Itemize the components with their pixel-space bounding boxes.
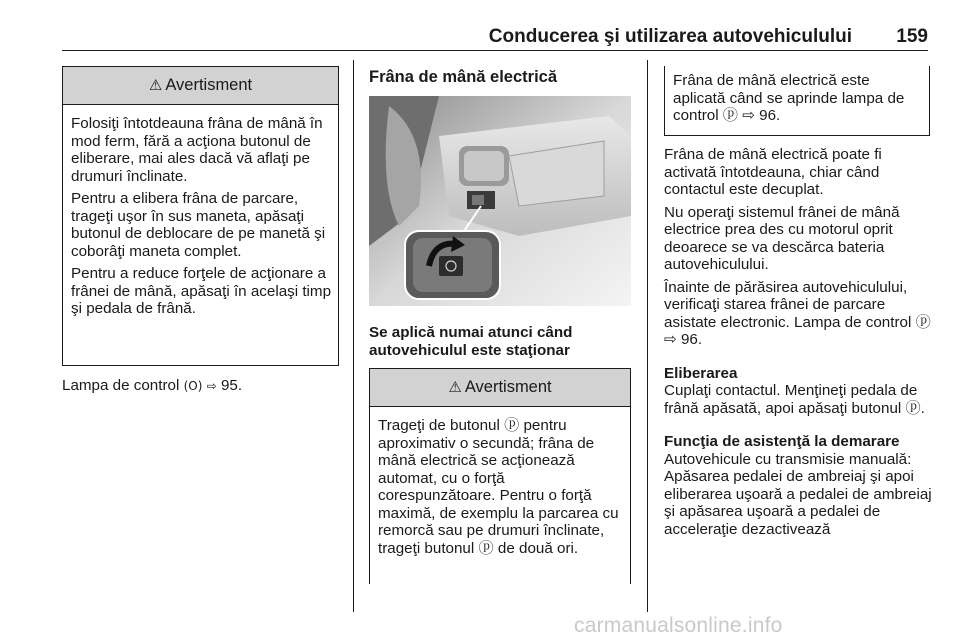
warning-header [63, 67, 338, 105]
electric-parking-brake-figure [369, 96, 631, 306]
warning-header [370, 368, 630, 407]
subheading: Se aplică numai atunci când autovehiculul este staţionar [369, 324, 573, 359]
warning-paragraph-2: Pentru a elibera frâna de parcare, trageţi uşor în sus maneta, apăsaţi butonul de deblocare de pe manetă şi coborâţi maneta complet. [71, 190, 326, 260]
info-box-text: Frâna de mână electrică este aplicată când se aprinde lampa de control ⓟ ⇨ 96. [673, 72, 905, 124]
warning-heading: Avertisment [464, 377, 552, 396]
section-title: Frâna de mână electrică [369, 68, 558, 86]
warning-paragraph-1: Folosiţi întotdeauna frâna de mână în mod ferm, fără a acţiona butonul de eliberare, mai ales dacă vă aflaţi pe drumuri înclinate. [71, 115, 323, 185]
page-header [62, 28, 928, 51]
assist-text: Autovehicule cu transmisie manuală: Apăsarea pedalei de ambreiaj şi apoi eliberarea uşoară a pedalei de ambreiaj şi apăsarea uşoară a pedalei de acceleraţie dezactivează [664, 450, 932, 538]
warning-box-middle [369, 368, 631, 584]
warning-text: Trageţi de butonul ⓟ pentru aproximativ o secundă; frâna de mână electrică se acţionează automat, cu o forţă corespunzătoare. Pentru o forţă maximă, de exemplu la parcarea cu remorcă sau pe drumuri înclinate, trageţi butonul ⓟ de două ori. [378, 417, 619, 557]
paragraph-1: Frâna de mână electrică poate fi activată întotdeauna, chiar când contactul este decuplat. [664, 146, 882, 198]
brake-warning-lamp-icon: (O) [183, 379, 203, 393]
column-divider-1 [353, 60, 354, 612]
paragraph-3: Înainte de părăsirea autovehiculului, verificaţi starea frânei de parcare asistate electronic. Lampa de control ⓟ ⇨ 96. [664, 278, 931, 348]
control-lamp-text: Lampa de control [62, 377, 180, 394]
watermark: carmanualsonline.info [574, 614, 783, 637]
info-box [664, 66, 930, 136]
warning-triangle-icon: ⚠ [448, 378, 462, 396]
release-text: Cuplaţi contactul. Menţineţi pedala de frână apăsată, apoi apăsaţi butonul ⓟ. [664, 382, 925, 417]
paragraph-2: Nu operaţi sistemul frânei de mână electrice prea des cu motorul oprit deoarece se va descărca bateria autovehiculului. [664, 203, 900, 273]
warning-heading: Avertisment [165, 75, 253, 94]
warning-paragraph-3: Pentru a reduce forţele de acţionare a frânei de mână, apăsaţi în acelaşi timp şi pedala de frână. [71, 265, 332, 317]
warning-triangle-icon: ⚠ [148, 76, 163, 94]
control-lamp-line [62, 377, 342, 396]
page-ref-arrow-icon: ⇨ [206, 379, 217, 393]
release-heading: Eliberarea [664, 364, 738, 382]
warning-box-left [62, 66, 339, 366]
right-column-text [664, 146, 932, 538]
control-lamp-ref: 95. [220, 377, 243, 394]
assist-heading: Funcţia de asistenţă la demarare [664, 433, 900, 450]
page-number: 159 [896, 26, 928, 47]
column-divider-2 [647, 60, 648, 612]
chapter-title: Conducerea şi utilizarea autovehiculului [488, 26, 852, 47]
